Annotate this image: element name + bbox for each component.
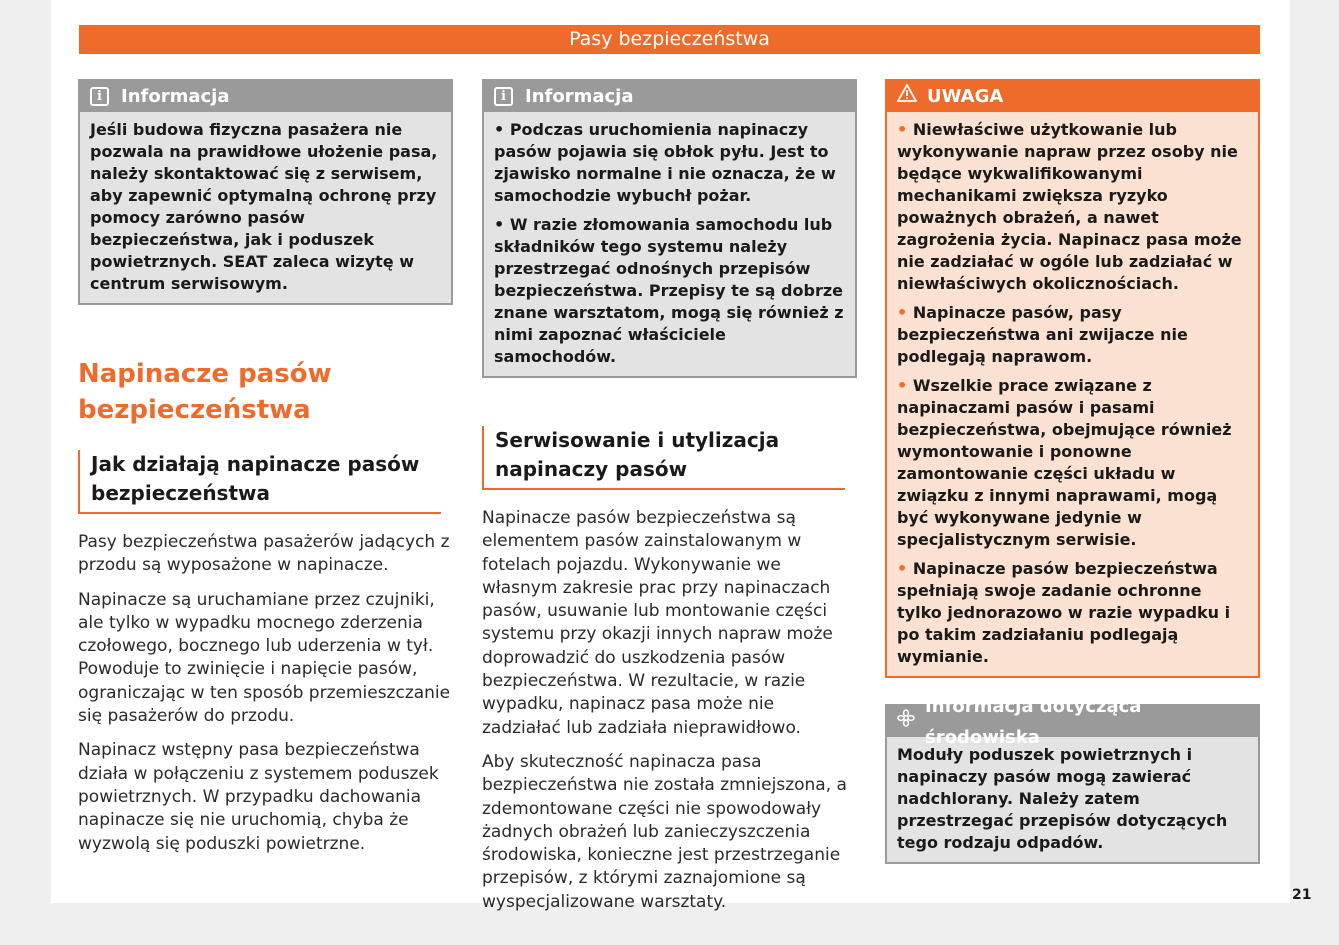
paragraph: Napinacz wstępny pasa bezpieczeństwa działa w połączeniu z systemem poduszek powietrznych. W przypadku dachowania napinacze się nie uruchomią, chyba że wyzwolą się poduszki powietrzne. [78,740,439,854]
bullet-mark: • [897,376,908,395]
environment-box-header [887,695,1258,748]
flower-icon [897,706,915,737]
info-box-body [484,112,855,376]
section-body [482,507,857,914]
bullet-mark: • [897,559,908,578]
environment-box-title: Informacja dotycząca środowiska [925,695,1142,748]
info-box-title: Informacja [525,86,634,107]
section-title: Napinacze pasów bezpieczeństwa [78,359,332,425]
info-box-item: • Podczas uruchomienia napinaczy pasów pojawia się obłok pyłu. Jest to zjawisko normalne i nie oznacza, że w samochodzie wybuchł pożar. [494,120,836,205]
paragraph: Aby skuteczność napinacza pasa bezpieczeństwa nie została zmniejszona, a zdemontowane części nie spowodowały żadnych obrażeń lub zanieczyszczenia środowiska, konieczne jest przestrzeganie przepisów, z którymi zaznajomione są wyspecjalizowane warsztaty. [482,751,847,912]
warning-box-title: UWAGA [927,86,1004,107]
section-body [78,531,453,856]
chapter-header [79,25,1260,54]
info-box-header [484,81,855,112]
page-number: 21 [1292,887,1312,903]
environment-box-body [887,737,1258,862]
info-box [482,79,857,378]
info-icon: i [90,87,109,106]
warning-item: • Wszelkie prace związane z napinaczami pasów i pasami bezpieczeństwa, obejmujące również wymontowanie i ponowne zamontowanie części układu w związku z innymi naprawami, mogą być wykonywane jedynie w specjalistycznym serwisie. [897,376,1232,549]
warning-item: • Napinacze pasów bezpieczeństwa spełniają swoje zadanie ochronne tylko jednorazowo w razie wypadku i po takim zadziałaniu podlegają wymianie. [897,559,1231,666]
bullet-mark: • [494,120,505,139]
column-left [78,79,453,867]
info-box-header [80,81,451,112]
environment-box [885,695,1260,864]
bullet-mark: • [897,303,908,322]
paragraph: Napinacze pasów bezpieczeństwa są elementem pasów zainstalowanym w fotelach pojazdu. Wykonywanie we własnym zakresie prac przy napinaczach pasów, usuwanie lub montowanie części systemu przy okazji innych napraw może doprowadzić do uszkodzenia pasów bezpieczeństwa. W rezultacie, w razie wypadku, napinacz pasa może nie zadziałać lub zadziała nieprawidłowo. [482,508,833,738]
subsection-title: Serwisowanie i utylizacja napinaczy pasów [482,426,845,490]
warning-item: • Napinacze pasów, pasy bezpieczeństwa ani zwijacze nie podlegają naprawom. [897,303,1188,366]
paragraph: Pasy bezpieczeństwa pasażerów jadących z przodu są wyposażone w napinacze. [78,532,450,576]
info-box-title: Informacja [121,86,230,107]
warning-triangle-icon [897,81,917,112]
info-box-text: Jeśli budowa fizyczna pasażera nie pozwala na prawidłowe ułożenie pasa, należy skontaktować się z serwisem, aby zapewnić optymalną ochronę przy pomocy zarówno pasów bezpieczeństwa, jak i poduszek powietrznych. SEAT zaleca wizytę w centrum serwisowym. [90,120,438,293]
info-box-body [80,112,451,303]
warning-box-header [887,81,1258,112]
warning-box-body [887,112,1258,676]
bullet-mark: • [494,215,505,234]
column-middle [482,79,857,925]
warning-box [885,79,1260,678]
column-right [885,79,1260,864]
subsection-title: Jak działają napinacze pasów bezpieczeństwa [78,450,441,514]
info-box-item: • W razie złomowania samochodu lub składników tego systemu należy przestrzegać odnośnych przepisów bezpieczeństwa. Przepisy te są dobrze znane warsztatom, mogą się również z nimi zapoznać właściciele samochodów. [494,215,844,366]
warning-item: • Niewłaściwe użytkowanie lub wykonywanie napraw przez osoby nie będące wykwalifikowanymi mechanikami zwiększa ryzyko poważnych obrażeń, a nawet zagrożenia życia. Napinacz pasa może nie zadziałać w ogóle lub zadziałać w niewłaściwych okolicznościach. [897,120,1242,293]
info-box [78,79,453,305]
info-icon: i [494,87,513,106]
bullet-mark: • [897,120,908,139]
environment-box-text: Moduły poduszek powietrznych i napinaczy pasów mogą zawierać nadchlorany. Należy zatem przestrzegać przepisów dotyczących tego rodzaju odpadów. [897,745,1228,852]
chapter-title: Pasy bezpieczeństwa [569,28,770,50]
paragraph: Napinacze są uruchamiane przez czujniki, ale tylko w wypadku mocnego zderzenia czołowego, bocznego lub uderzenia w tył. Powoduje to zwinięcie i napięcie pasów, ograniczając w ten sposób przemieszczanie się pasażerów do przodu. [78,589,451,727]
